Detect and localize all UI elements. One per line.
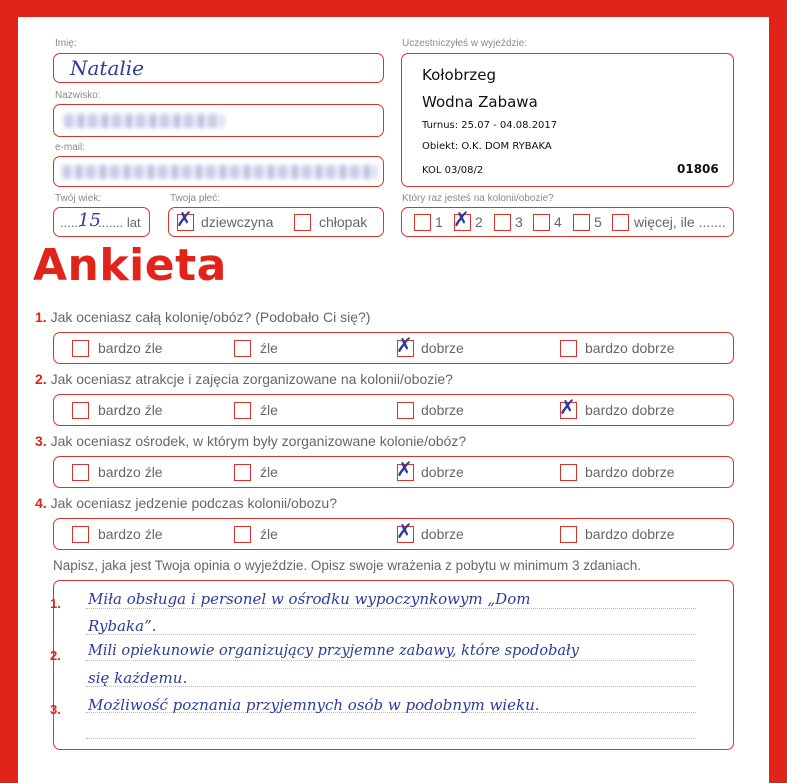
question-text: Jak oceniasz całą kolonię/obóz? (Podobało Ci się?) xyxy=(46,309,371,325)
times-checkbox-2[interactable] xyxy=(453,207,471,231)
times-field xyxy=(401,207,734,237)
answer-3-checkbox-3[interactable] xyxy=(560,464,577,481)
times-option-more: więcej, ile ....... xyxy=(634,214,726,230)
answer-3-option-2: dobrze xyxy=(421,464,464,480)
times-checkbox-1[interactable] xyxy=(414,214,431,231)
answer-2-option-0: bardzo źle xyxy=(98,402,163,418)
age-label: Twój wiek: xyxy=(55,193,102,204)
survey-title: Ankieta xyxy=(33,240,227,291)
gender-option-girl: dziewczyna xyxy=(201,214,274,230)
question-number: 2. xyxy=(35,371,47,387)
answer-2-checkbox-0[interactable] xyxy=(72,402,89,419)
times-checkbox-3[interactable] xyxy=(494,214,511,231)
answer-3-option-0: bardzo źle xyxy=(98,464,163,480)
question-text: Jak oceniasz ośrodek, w którym były zorganizowane kolonie/obóz? xyxy=(46,433,467,449)
answer-2-option-2: dobrze xyxy=(421,402,464,418)
answer-3-checkbox-0[interactable] xyxy=(72,464,89,481)
opinion-line-3: Mili opiekunowie organizujący przyjemne zabawy, które spodobały xyxy=(88,643,579,659)
answer-4-checkbox-3[interactable] xyxy=(560,526,577,543)
times-option-3: 3 xyxy=(515,214,523,230)
age-prefix: ...... xyxy=(60,215,82,230)
check-mark-icon: ✗ xyxy=(396,457,413,481)
times-checkbox-more[interactable] xyxy=(612,214,629,231)
times-option-5: 5 xyxy=(594,214,602,230)
answer-4-option-2: dobrze xyxy=(421,526,464,542)
opinion-number: 2. xyxy=(50,648,61,663)
gender-option-boy: chłopak xyxy=(319,214,368,230)
answer-3-option-1: źle xyxy=(260,464,278,480)
answer-4-option-3: bardzo dobrze xyxy=(585,526,675,542)
check-mark-icon: ✗ xyxy=(559,395,576,419)
answer-1-checkbox-3[interactable] xyxy=(560,340,577,357)
answer-1-option-3: bardzo dobrze xyxy=(585,340,675,356)
trip-number: 01806 xyxy=(677,162,719,176)
answer-4-checkbox-0[interactable] xyxy=(72,526,89,543)
opinion-line-4: się każdemu. xyxy=(88,669,188,687)
question-text: Jak oceniasz jedzenie podczas kolonii/obozu? xyxy=(46,495,337,511)
gender-checkbox-boy[interactable] xyxy=(294,214,311,231)
redacted-email xyxy=(62,165,377,179)
answer-1-checkbox-2[interactable] xyxy=(396,333,414,357)
answer-4-option-1: źle xyxy=(260,526,278,542)
answer-2-checkbox-3[interactable] xyxy=(559,395,577,419)
opinion-prompt: Napisz, jaka jest Twoja opinia o wyjeździe. Opisz swoje wrażenia z pobytu w minimum 3 zdaniach. xyxy=(53,558,642,573)
question-number: 3. xyxy=(35,433,47,449)
times-checkbox-5[interactable] xyxy=(573,214,590,231)
check-mark-icon: ✗ xyxy=(396,519,413,543)
answer-row-1 xyxy=(53,332,734,364)
opinion-number: 3. xyxy=(50,702,61,717)
trip-turnus: Turnus: 25.07 - 04.08.2017 xyxy=(422,120,558,131)
name-label: Imię: xyxy=(55,38,77,49)
surname-label: Nazwisko: xyxy=(55,90,101,101)
opinion-line-2: Rybaka”. xyxy=(88,617,157,635)
answer-1-option-0: bardzo źle xyxy=(98,340,163,356)
times-label: Który raz jesteś na kolonii/obozie? xyxy=(402,193,554,204)
answer-row-2 xyxy=(53,394,734,426)
trip-city: Kołobrzeg xyxy=(422,66,497,84)
answer-1-checkbox-1[interactable] xyxy=(234,340,251,357)
answer-3-checkbox-2[interactable] xyxy=(396,457,414,481)
opinion-line-5: Możliwość poznania przyjemnych osób w podobnym wieku. xyxy=(88,696,540,714)
answer-2-option-1: źle xyxy=(260,402,278,418)
answer-3-checkbox-1[interactable] xyxy=(234,464,251,481)
check-mark-icon: ✗ xyxy=(176,207,193,231)
trip-program: Wodna Zabawa xyxy=(422,93,538,111)
age-field[interactable] xyxy=(53,207,150,237)
question-3 xyxy=(35,433,466,449)
opinion-number: 1. xyxy=(50,596,61,611)
writing-line xyxy=(86,660,696,661)
question-4 xyxy=(35,495,337,511)
answer-4-option-0: bardzo źle xyxy=(98,526,163,542)
redacted-surname xyxy=(64,114,224,128)
answer-1-checkbox-0[interactable] xyxy=(72,340,89,357)
surname-field[interactable] xyxy=(53,104,384,137)
gender-label: Twoja płeć: xyxy=(170,193,221,204)
trip-code: KOL 03/08/2 xyxy=(422,165,484,176)
writing-line xyxy=(86,608,696,609)
answer-row-4 xyxy=(53,518,734,550)
answer-2-checkbox-1[interactable] xyxy=(234,402,251,419)
opinion-line-1: Miła obsługa i personel w ośrodku wypoczynkowym „Dom xyxy=(88,590,531,608)
answer-2-option-3: bardzo dobrze xyxy=(585,402,675,418)
times-checkbox-4[interactable] xyxy=(533,214,550,231)
check-mark-icon: ✗ xyxy=(453,207,470,231)
trip-label: Uczestniczyłeś w wyjeździe: xyxy=(402,38,528,49)
writing-line xyxy=(86,738,696,739)
gender-checkbox-girl[interactable] xyxy=(176,207,194,231)
answer-1-option-1: źle xyxy=(260,340,278,356)
question-2 xyxy=(35,371,453,387)
name-field[interactable] xyxy=(53,53,384,83)
answer-2-checkbox-2[interactable] xyxy=(397,402,414,419)
name-value: Natalie xyxy=(70,56,145,80)
gender-field xyxy=(168,207,384,237)
age-suffix: ....... lat xyxy=(98,215,141,230)
question-number: 4. xyxy=(35,495,47,511)
answer-row-3 xyxy=(53,456,734,488)
email-label: e-mail: xyxy=(55,142,86,153)
trip-ticket xyxy=(401,53,734,187)
question-1 xyxy=(35,309,370,325)
age-value: 15 xyxy=(78,210,101,231)
answer-4-checkbox-1[interactable] xyxy=(234,526,251,543)
answer-3-option-3: bardzo dobrze xyxy=(585,464,675,480)
times-option-4: 4 xyxy=(554,214,562,230)
trip-obiekt: Obiekt: O.K. DOM RYBAKA xyxy=(422,141,552,152)
answer-1-option-2: dobrze xyxy=(421,340,464,356)
email-field[interactable] xyxy=(53,156,384,187)
answer-4-checkbox-2[interactable] xyxy=(396,519,414,543)
times-option-1: 1 xyxy=(435,214,443,230)
writing-line xyxy=(86,634,696,635)
times-option-2: 2 xyxy=(475,214,483,230)
question-text: Jak oceniasz atrakcje i zajęcia zorganizowane na kolonii/obozie? xyxy=(46,371,453,387)
question-number: 1. xyxy=(35,309,47,325)
check-mark-icon: ✗ xyxy=(396,333,413,357)
